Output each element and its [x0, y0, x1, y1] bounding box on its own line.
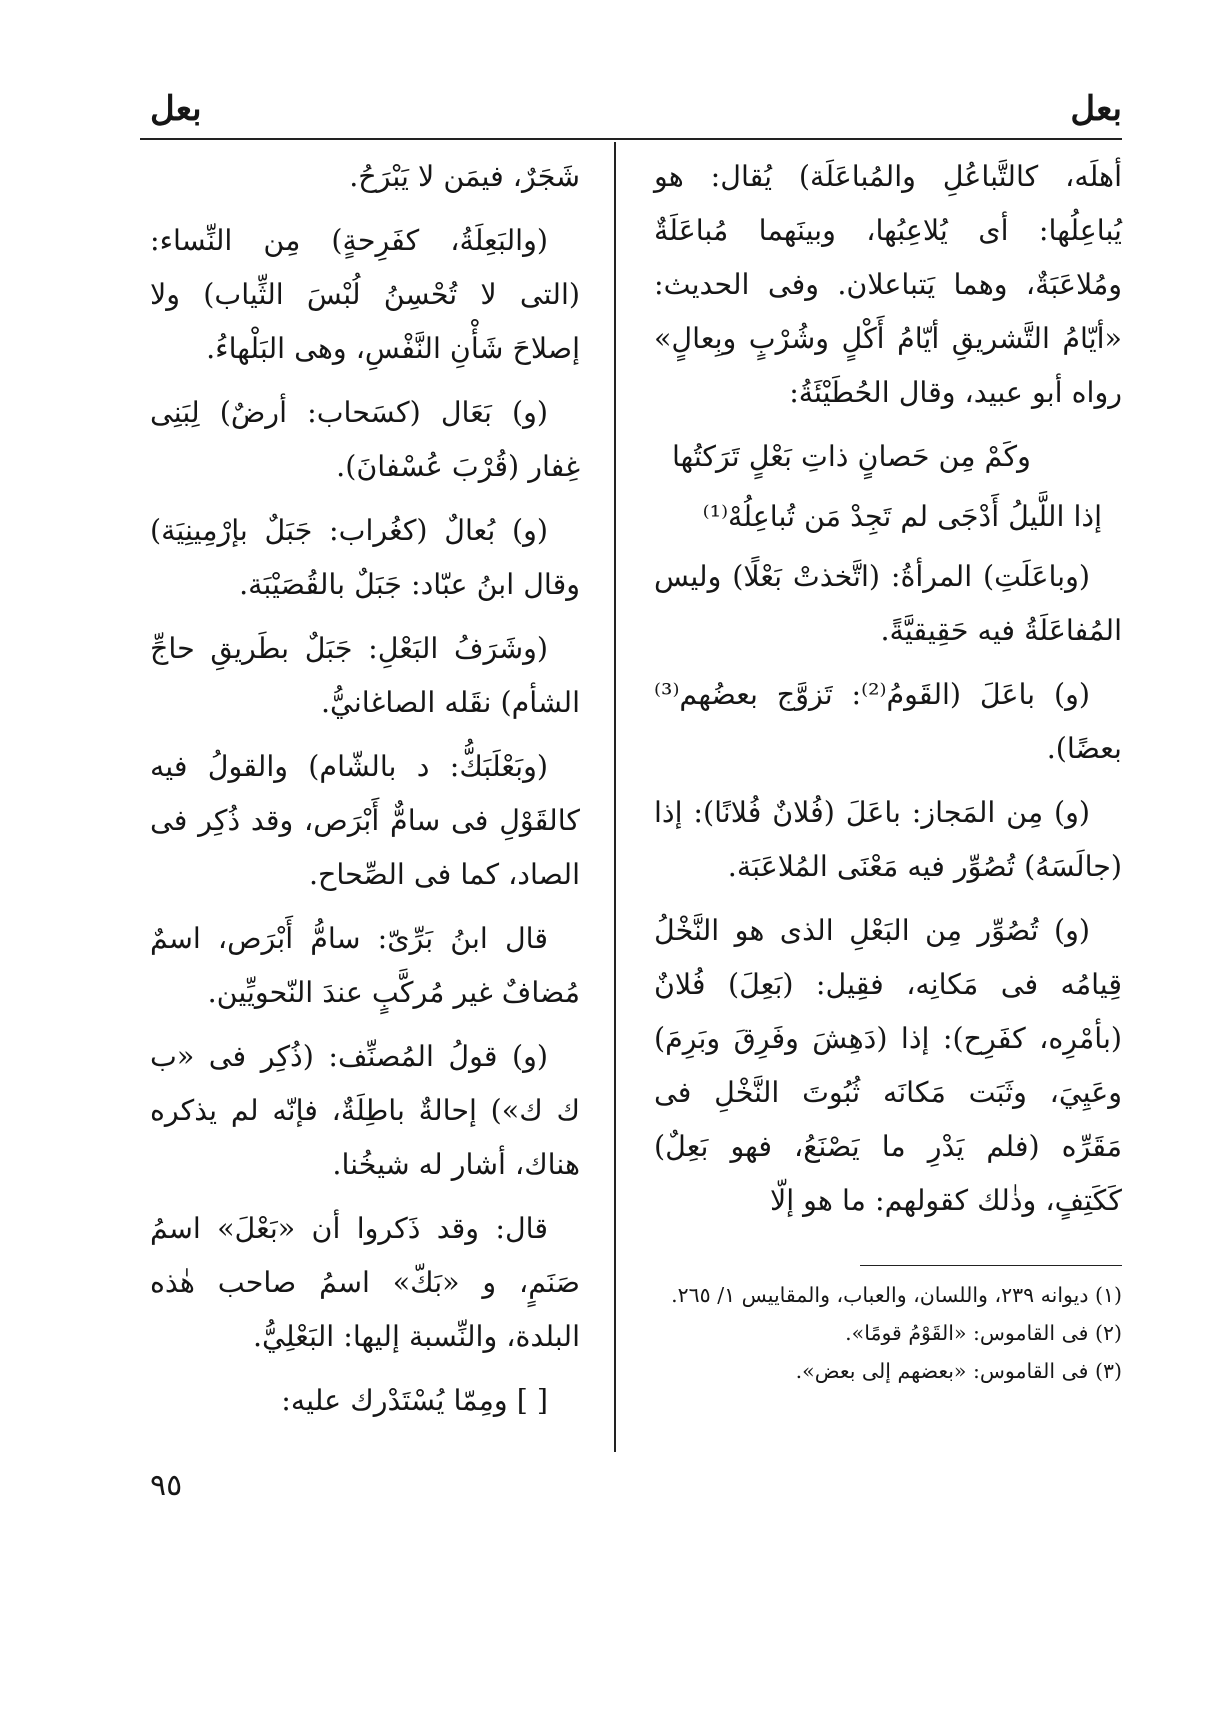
right-column [654, 150, 1122, 1238]
verse-line: إذا اللَّيلُ أَدْجَى لم تَجِدْ مَن تُباعِلُهْ⁽¹⁾ [702, 500, 1102, 533]
column-divider [614, 142, 616, 1452]
footnote-rule [860, 1265, 1122, 1266]
footnote: (٢) فى القاموس: «القَوْمُ قومًا». [845, 1321, 1122, 1345]
entry-paragraph: قال ابنُ بَرِّىّ: سامُّ أَبْرَص، اسمٌ مُضافٌ غير مُركَّبٍ عندَ النّحويِّين. [150, 922, 580, 1009]
entry-paragraph: [ ] ومِمّا يُسْتَدْرك عليه: [281, 1384, 548, 1417]
entry-paragraph: (و) تُصُوِّر مِن البَعْلِ الذى هو النَّخْلُ قِيامُه فى مَكانِه، فقِيل: (بَعِلَ) فُلانٌ (بأمْرِه، كفَرِح): إذا (دَهِشَ وفَرِقَ وبَرِمَ) وعَيِيَ، وثَبَت مَكانَه ثُبُوتَ النَّخْلِ فى مَقَرِّه (فلم يَدْرِ ما يَصْنَعُ، فهو بَعِلٌ) كَكَتِفٍ، وذٰلك كقولهم: ما هو إلّا [654, 914, 1122, 1217]
page-number: ٩٥ [150, 1468, 183, 1503]
footnotes [652, 1280, 1122, 1394]
entry-paragraph: (وباعَلَتِ) المرأةُ: (اتَّخذتْ بَعْلًا) وليس المُفاعَلَةُ فيه حَقِيقيَّةً. [654, 560, 1122, 647]
left-column [150, 150, 580, 1438]
entry-paragraph: (وشَرَفُ البَعْلِ: جَبَلٌ بطَريقِ حاجِّ الشأم) نقَله الصاغانيُّ. [150, 632, 580, 719]
entry-paragraph: (وبَعْلَبَكُّ: د بالشّام) والقولُ فيه كالقَوْلِ فى سامٌّ أَبْرَص، وقد ذُكِر فى الصاد، كما فى الصِّحاح. [150, 750, 580, 891]
footnote: (١) ديوانه ٢٣٩، واللسان، والعباب، والمقاييس ١/ ٢٦٥. [671, 1283, 1122, 1307]
footnote: (٣) فى القاموس: «بعضهم إلى بعض». [795, 1359, 1122, 1383]
running-header-right: بعل [1070, 89, 1122, 129]
verse-line: وكَمْ مِن حَصانٍ ذاتِ بَعْلٍ تَرَكتُها [672, 440, 1031, 473]
entry-paragraph: أهلَه، كالتَّباعُلِ والمُباعَلَة) يُقال: هو يُباعِلُها: أى يُلاعِبُها، وبينَهما مُباعَلَةٌ ومُلاعَبَةٌ، وهما يَتباعلان. وفى الحديث: «أيّامُ التَّشريقِ أيّامُ أَكْلٍ وشُرْبٍ وبِعالٍ» رواه أبو عبيد، وقال الحُطَيْئَةُ: [654, 160, 1122, 409]
entry-paragraph: (و) قولُ المُصنِّف: (ذُكِر فى «ب ك ك») إحالةٌ باطِلَةٌ، فإنّه لم يذكره هناك، أشار له شيخُنا. [150, 1040, 580, 1181]
header-rule [140, 138, 1122, 140]
entry-paragraph: قال: وقد ذَكروا أن «بَعْلَ» اسمُ صَنَمٍ، و «بَكّ» اسمُ صاحب هٰذه البلدة، والنِّسبة إليها: البَعْلِيُّ. [150, 1212, 580, 1353]
entry-paragraph: (والبَعِلَةُ، كفَرِحةٍ) مِن النِّساء: (التى لا تُحْسِنُ لُبْسَ الثِّياب) ولا إصلاحَ شَأْنِ النَّفْسِ، وهى البَلْهاءُ. [150, 224, 580, 365]
entry-paragraph: (و) بُعالٌ (كغُراب: جَبَلٌ بإرْمِينِيَة) وقال ابنُ عبّاد: جَبَلٌ بالقُصَيْبَة. [150, 514, 580, 601]
entry-paragraph: (و) باعَلَ (القَومُ⁽²⁾: تَزوَّج بعضُهم⁽³⁾ بعضًا). [654, 678, 1122, 765]
entry-paragraph: شَجَرٌ، فيمَن لا يَبْرَحُ. [349, 160, 580, 193]
entry-paragraph: (و) مِن المَجاز: باعَلَ (فُلانٌ فُلانًا): إذا (جالَسَهُ) تُصُوِّر فيه مَعْنَى المُلاعَبَة. [654, 796, 1122, 883]
running-header-left: بعل [150, 89, 202, 129]
entry-paragraph: (و) بَعَال (كسَحاب: أرضٌ) لِبَنِى غِفار (قُرْبَ عُسْفانَ). [150, 396, 580, 483]
